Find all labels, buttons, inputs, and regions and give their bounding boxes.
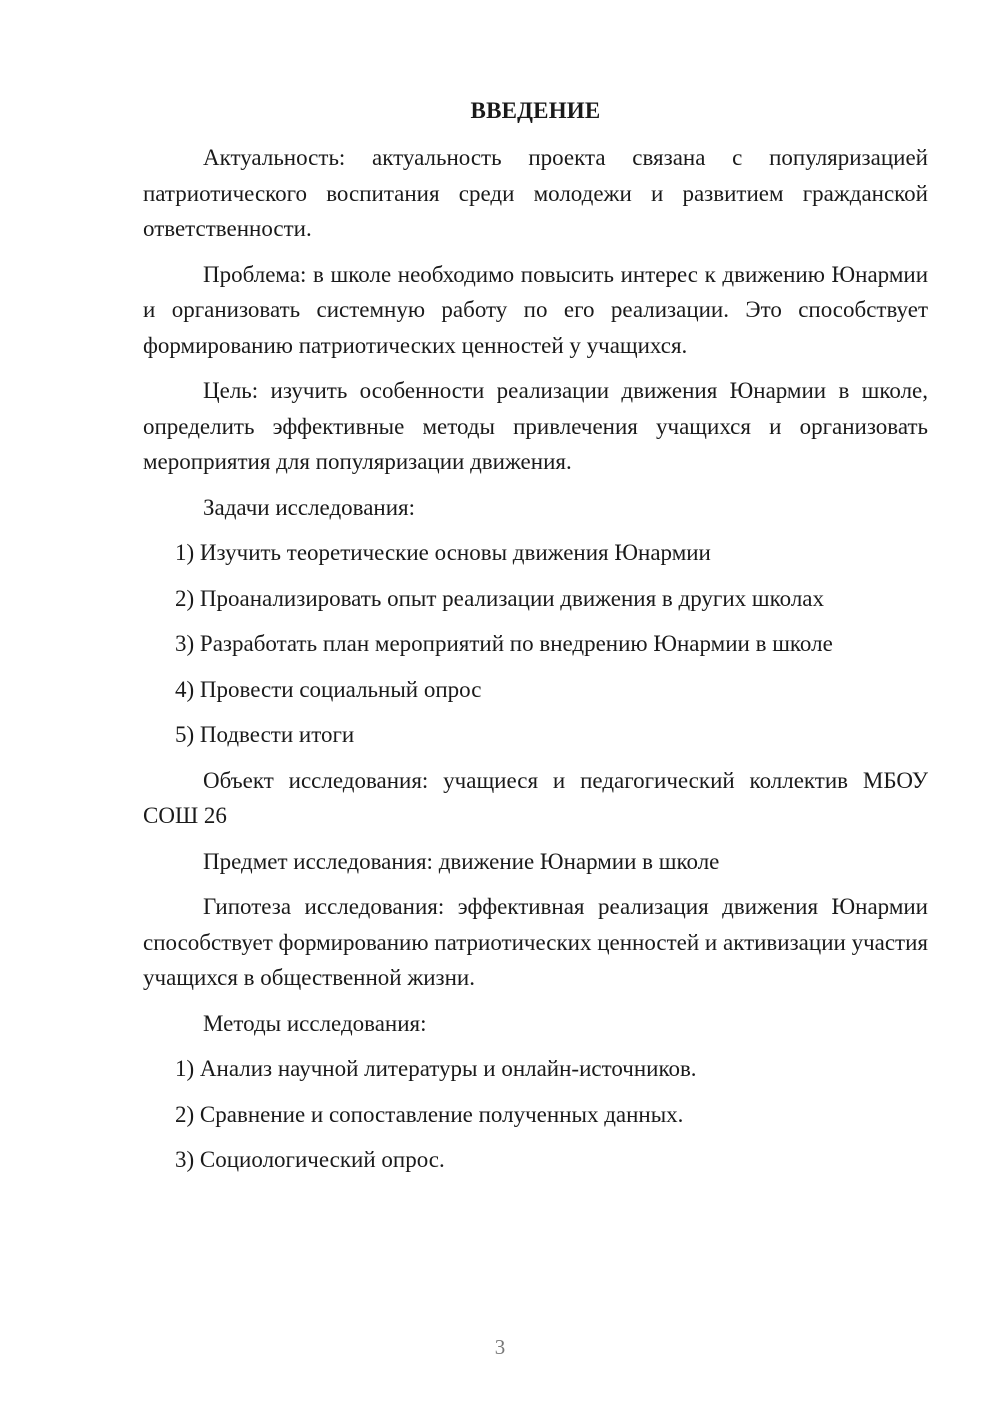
method-item: 1) Анализ научной литературы и онлайн-источников. (175, 1056, 697, 1081)
task-item: 2) Проанализировать опыт реализации движения в других школах (175, 585, 825, 611)
task-item: 4) Провести социальный опрос (175, 676, 482, 702)
task-item: 3) Разработать план мероприятий по внедрению Юнармии в школе (175, 631, 833, 656)
task-item: 1) Изучить теоретические основы движения Юнармии (175, 540, 711, 565)
methods-heading: Методы исследования: (203, 1010, 427, 1036)
problem-paragraph: Проблема: в школе необходимо повысить интерес к движению Юнармии и организовать системную работу по его реализации. Это способствует формированию патриотических ценностей у учащихся. (143, 261, 928, 358)
method-item: 3) Социологический опрос. (175, 1147, 445, 1172)
document-body (143, 140, 928, 1188)
goal-paragraph: Цель: изучить особенности реализации движения Юнармии в школе, определить эффективные методы привлечения учащихся и организовать мероприятия для популяризации движения. (143, 378, 928, 474)
subject-paragraph: Предмет исследования: движение Юнармии в школе (203, 848, 720, 874)
page-number: 3 (494, 1335, 506, 1359)
section-title: ВВЕДЕНИЕ (470, 98, 601, 123)
methods-list (143, 1051, 928, 1178)
method-item: 2) Сравнение и сопоставление полученных данных. (175, 1101, 684, 1127)
tasks-list (143, 535, 928, 753)
relevance-paragraph: Актуальность: актуальность проекта связана с популяризацией патриотического воспитания среди молодежи и развитием гражданской ответственности. (143, 145, 928, 241)
hypothesis-paragraph: Гипотеза исследования: эффективная реализация движения Юнармии способствует формированию патриотических ценностей и активизации участия учащихся в общественной жизни. (143, 894, 928, 990)
tasks-heading: Задачи исследования: (203, 494, 416, 520)
object-paragraph: Объект исследования: учащиеся и педагогический коллектив МБОУ СОШ 26 (143, 767, 928, 828)
task-item: 5) Подвести итоги (175, 722, 355, 747)
